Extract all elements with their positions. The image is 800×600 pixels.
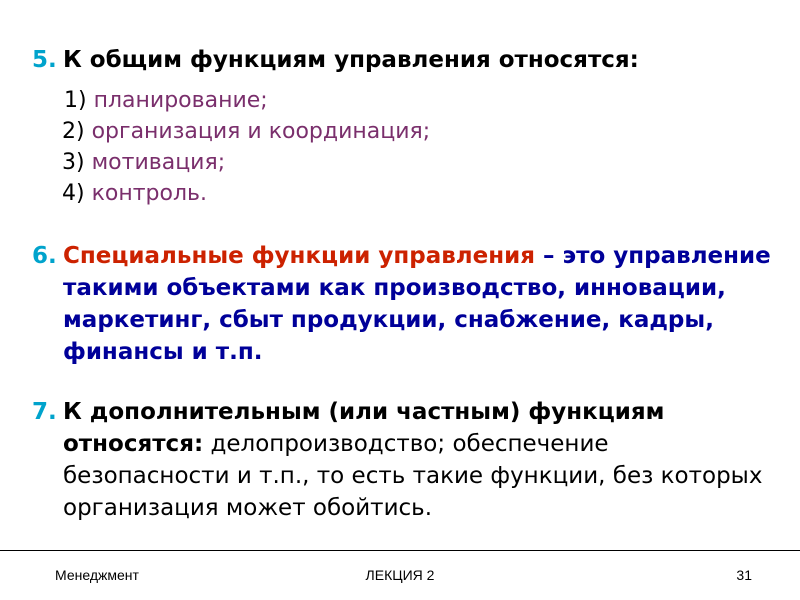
sublist-item-3 — [62, 147, 762, 178]
item-6-dash: – — [534, 243, 563, 269]
footer-lecture: ЛЕКЦИЯ 2 — [365, 567, 435, 583]
sublist-item-1 — [62, 85, 762, 116]
sublist-item-2-number: 2) — [62, 119, 85, 144]
sublist-item-1-number: 1) — [64, 88, 87, 113]
item-5-sublist — [62, 85, 762, 209]
item-5 — [32, 44, 782, 76]
item-7-rest: делопроизводство; обеспечение безопасности и т.п., то есть такие функции, без которых организация может обойтись. — [63, 431, 763, 521]
item-5-text: К общим функциям управления относятся: — [63, 47, 639, 73]
sublist-item-4-number: 4) — [62, 181, 85, 206]
item-7 — [32, 396, 782, 524]
sublist-item-3-number: 3) — [62, 150, 85, 175]
footer-page-number: 31 — [736, 567, 752, 583]
footer-divider — [0, 550, 800, 551]
sublist-item-3-text: мотивация; — [84, 150, 226, 175]
sublist-item-1-text: планирование; — [86, 88, 268, 113]
item-6 — [32, 240, 782, 368]
item-6-term: Специальные функции управления — [63, 243, 535, 269]
item-6-number: 6. — [32, 243, 57, 269]
item-6-definition: это управление такими объектами как производство, инновации, маркетинг, сбыт продукции, снабжение, кадры, финансы и т.п. — [63, 243, 771, 365]
item-7-text — [63, 396, 782, 524]
sublist-item-2-text: организация и координация; — [84, 119, 431, 144]
sublist-item-4-text: контроль. — [84, 181, 207, 206]
sublist-item-4 — [62, 178, 762, 209]
footer-course: Менеджмент — [55, 567, 139, 583]
sublist-item-2 — [62, 116, 762, 147]
item-7-lead: К дополнительным (или частным) функциям относятся: — [63, 399, 665, 457]
item-6-text — [63, 240, 782, 368]
item-7-number: 7. — [32, 399, 57, 425]
item-5-number: 5. — [32, 47, 57, 73]
